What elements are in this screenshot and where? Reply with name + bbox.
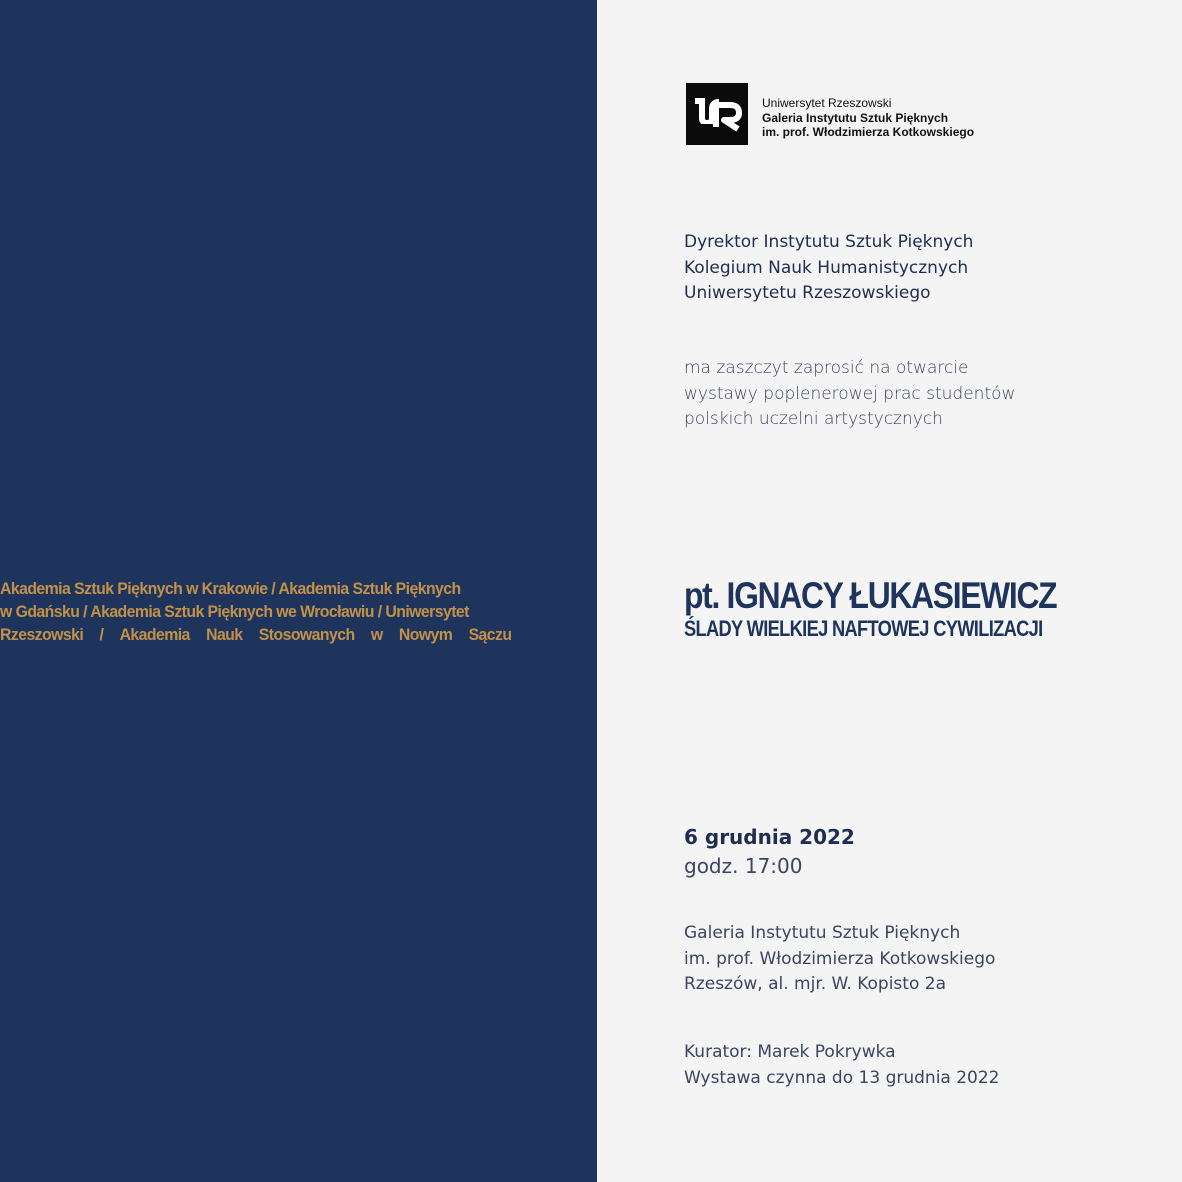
schools-word: Nauk <box>206 625 243 644</box>
invitation-text <box>684 356 1015 433</box>
venue-line-2: im. prof. Włodzimierza Kotkowskiego <box>684 948 996 969</box>
exhibition-title <box>684 575 1117 641</box>
schools-word: Stosowanych <box>258 625 355 644</box>
schools-line-1: Akademia Sztuk Pięknych w Krakowie / Akademia Sztuk Pięknych <box>0 579 461 598</box>
title-subtitle: ŚLADY WIELKIEJ NAFTOWEJ CYWILIZACJI <box>684 616 1043 641</box>
exhibition-duration: Wystawa czynna do 13 grudnia 2022 <box>684 1067 1000 1088</box>
university-logo <box>686 83 748 145</box>
schools-word: Akademia <box>119 625 190 644</box>
logo-gallery-name: Galeria Instytutu Sztuk Pięknych <box>762 110 949 125</box>
schools-word: w <box>370 625 383 644</box>
schools-line-3 <box>0 623 512 646</box>
event-time: godz. 17:00 <box>684 854 803 878</box>
logo-gallery-patron: im. prof. Włodzimierza Kotkowskiego <box>762 125 975 139</box>
venue-line-1: Galeria Instytutu Sztuk Pięknych <box>684 923 961 943</box>
event-date: 6 grudnia 2022 <box>684 825 855 849</box>
venue-line-3: Rzeszów, al. mjr. W. Kopisto 2a <box>684 974 946 994</box>
logo-text <box>762 96 974 140</box>
schools-line-2: w Gdańsku / Akademia Sztuk Pięknych we Wrocławiu / Uniwersytet <box>0 602 469 621</box>
curator-name: Kurator: Marek Pokrywka <box>684 1042 896 1062</box>
director-line-2: Kolegium Nauk Humanistycznych <box>684 257 969 278</box>
invite-line-1: ma zaszczyt zaprosić na otwarcie <box>684 358 969 378</box>
venue-address <box>684 921 995 998</box>
schools-word: / <box>99 625 104 644</box>
director-line-3: Uniwersytetu Rzeszowskiego <box>684 283 931 303</box>
curator-info <box>684 1040 1000 1091</box>
schools-word: Nowym <box>398 625 453 644</box>
schools-word: Sączu <box>468 625 512 644</box>
ur-logo-icon <box>686 83 748 145</box>
host-director <box>684 230 973 307</box>
invite-line-3: polskich uczelni artystycznych <box>684 409 943 429</box>
invite-line-2: wystawy poplenerowej prac studentów <box>684 383 1016 404</box>
director-line-1: Dyrektor Instytutu Sztuk Pięknych <box>684 232 974 252</box>
participating-schools <box>0 577 512 646</box>
title-main: pt. IGNACY ŁUKASIEWICZ <box>684 575 1057 616</box>
logo-university-name: Uniwersytet Rzeszowski <box>762 96 892 110</box>
schools-word: Rzeszowski <box>0 625 84 644</box>
